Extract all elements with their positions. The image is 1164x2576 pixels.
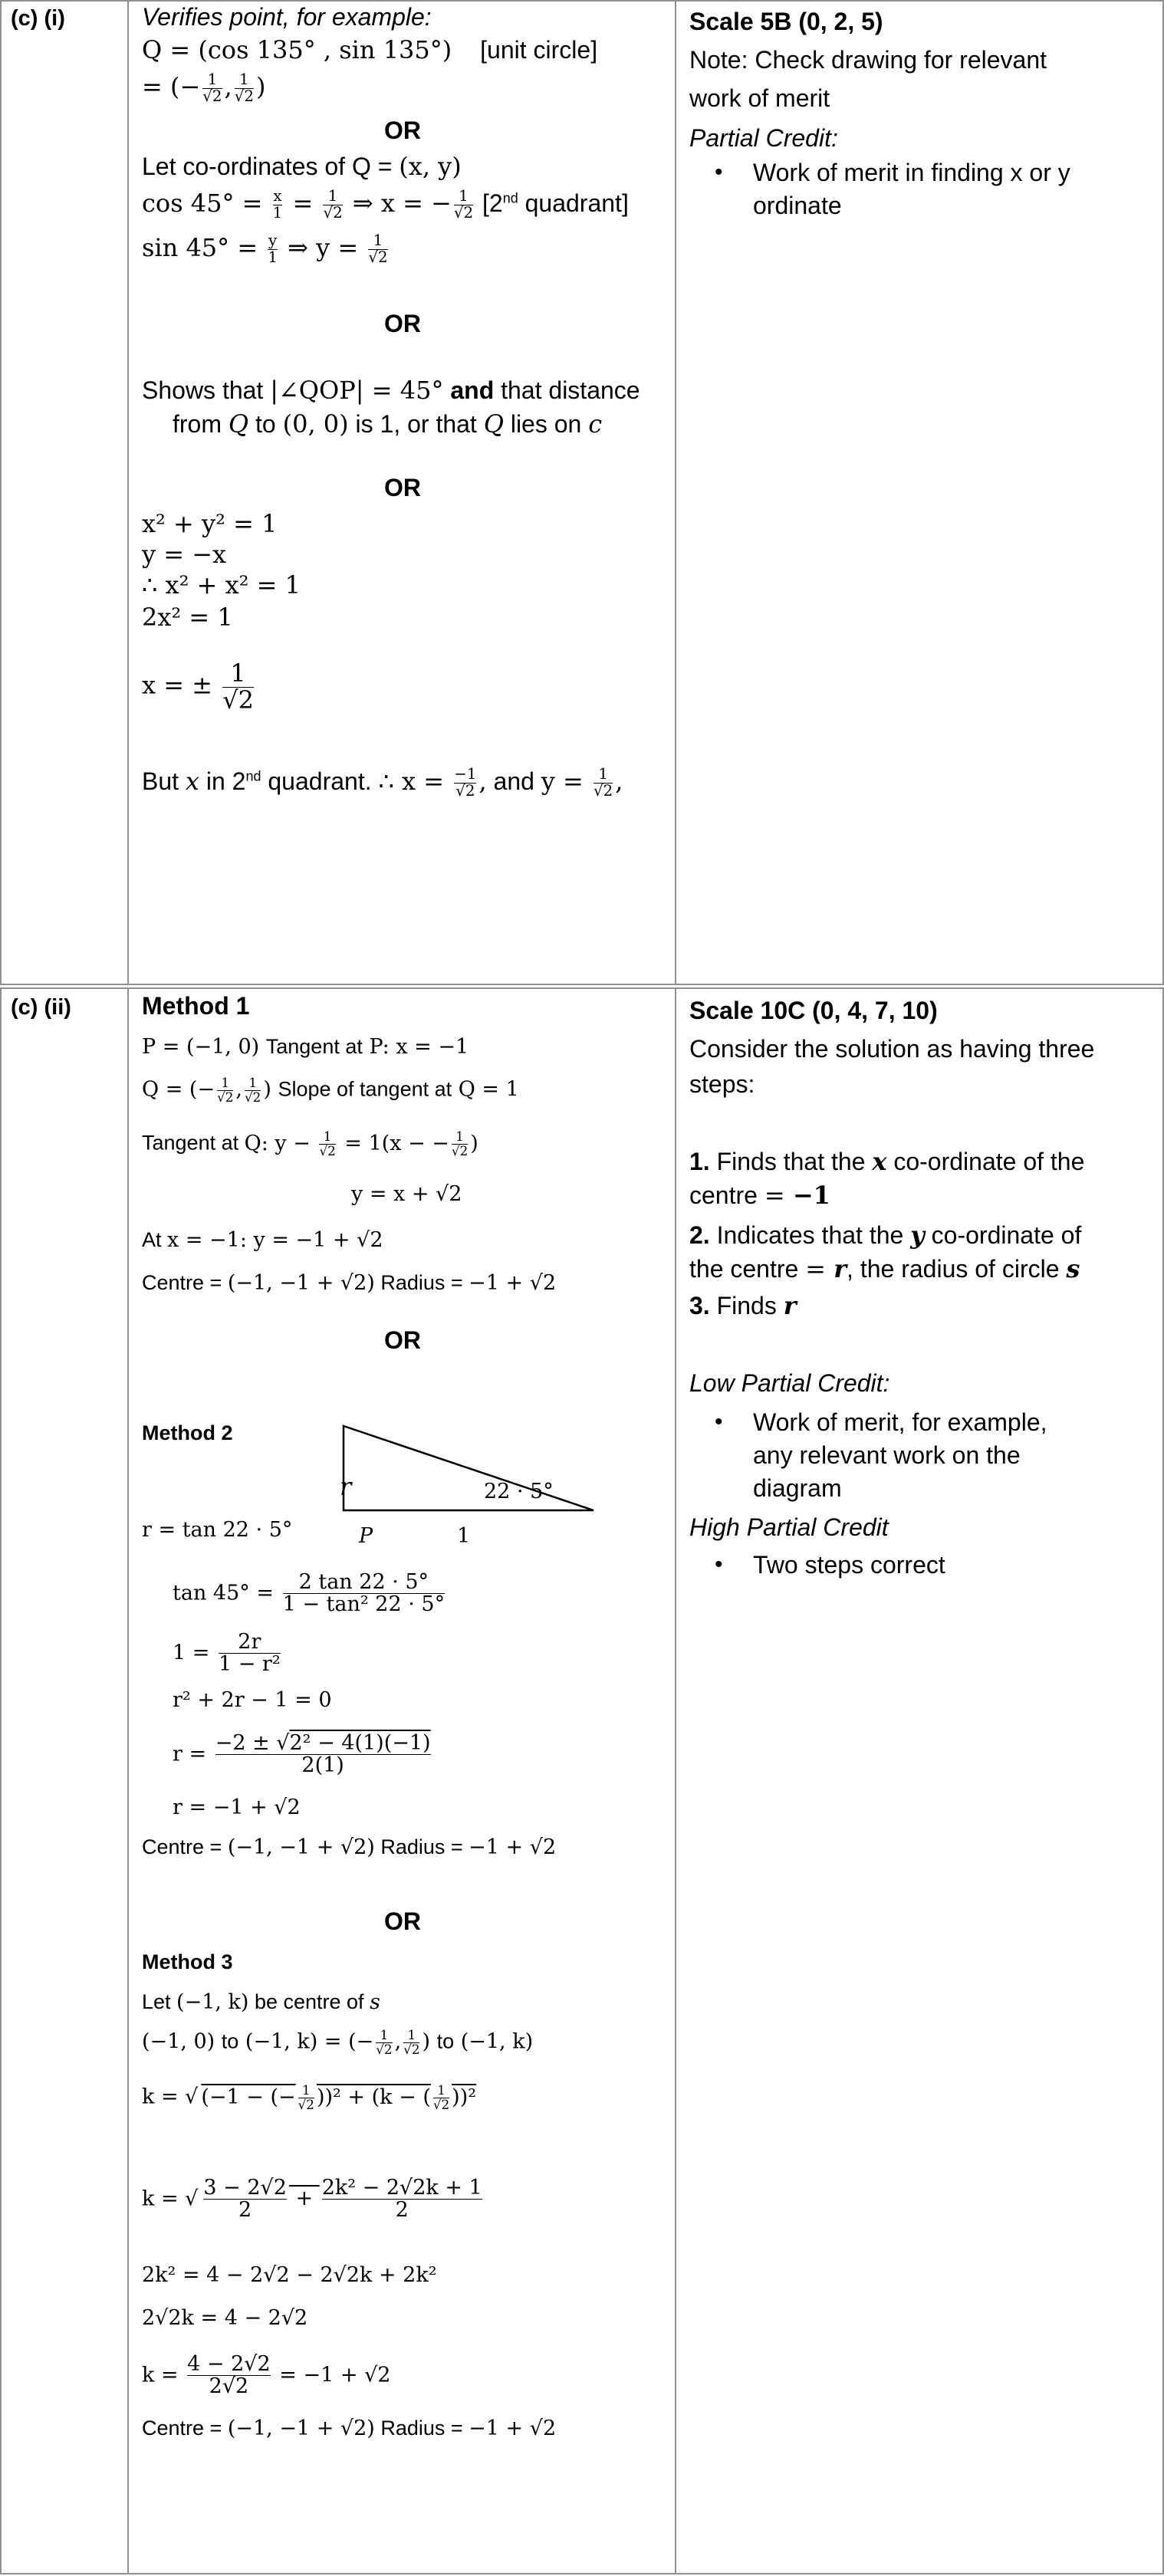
solution-cell [129,989,676,2574]
bullet-icon: • [715,1552,723,1577]
table-row-c-i [0,0,1164,984]
method1-line: P = (−1, 0) Tangent at P: x = −1 [142,1035,469,1059]
method2-line: r = $\frac{\text{−2 ± √2² − 4(1)(−1)}}{2(1)}$ [173,1731,431,1778]
method2-line: r² + 2r − 1 = 0 [173,1688,332,1712]
part-label: (c) (ii) [11,995,71,1020]
method3-line: 2√2k = 4 − 2√2 [142,2306,308,2330]
bullet-icon: • [715,159,723,185]
triangle-side-r: r [340,1472,352,1501]
right-triangle-diagram [336,1418,627,1533]
equation-2: y = −x [142,540,227,569]
equation-5: x = ± $\frac{1}{√2}$ [142,659,254,715]
table-bottom-border [0,2573,1164,2574]
q-value-line: = (− $\frac{1}{√2}$ , $\frac{1}{√2}$ ) [142,71,266,105]
partial-credit-item: Work of merit in finding x or y ordinate [753,159,1070,219]
equation-1: x² + y² = 1 [142,509,278,538]
step-2: 2. Indicates that the y co-ordinate of [689,1221,1082,1250]
part-label: (c) (i) [11,6,65,31]
solution-cell [129,0,676,984]
step-2-cont: the centre = r, the radius of circle s [689,1254,1080,1283]
label-cell [2,0,129,984]
step-1: 1. Finds that the x co-ordinate of the [689,1147,1085,1176]
or-separator: OR [384,117,421,144]
or-separator: OR [384,1326,421,1354]
partial-credit-heading: Partial Credit: [689,124,838,152]
method3-line: Let (−1, k) be centre of s [142,1990,380,2014]
scale-cell [676,989,1164,2574]
low-partial-heading: Low Partial Credit: [689,1369,890,1397]
table-row-c-ii [0,989,1164,2574]
note-line-1: Note: Check drawing for relevant [689,46,1047,74]
let-coords-line: Let co-ordinates of Q = (x, y) [142,152,462,181]
method3-line: (−1, 0) to (−1, k) = (− $\frac{1}{√2}$ , $\frac{1}{√2}$ ) to (−1, k) [142,2027,534,2057]
method1-line: Q = (− $\frac{1}{√2}$ , $\frac{1}{√2}$ ) Slope of tangent at Q = 1 [142,1075,519,1105]
label-cell [2,989,129,2574]
unit-circle-line: Q = (cos 135° , sin 135°) [unit circle] [142,35,598,64]
triangle-base-1: 1 [457,1524,471,1548]
or-separator: OR [384,310,421,337]
method2-line: 1 = $\frac{2r}{\text{1 − r²}}$ [173,1630,281,1677]
method3-line: 2k² = 4 − 2√2 − 2√2k + 2k² [142,2263,437,2287]
scale-cell [676,0,1164,984]
high-partial-heading: High Partial Credit [689,1513,889,1541]
shows-line-1: Shows that |∠QOP| = 45° and that distance [142,376,640,405]
method1-line: y = x + √2 [351,1182,462,1206]
consider-line-2: steps: [689,1070,755,1098]
method1-line: At x = −1: y = −1 + √2 [142,1228,383,1252]
equation-3: ∴ x² + x² = 1 [142,570,301,600]
triangle-vertex-p: P [359,1524,373,1548]
method2-line: r = −1 + √2 [173,1796,301,1819]
row-divider [0,984,1164,985]
method3-line: k = √ (−1 − (− $\frac{1}{√2}$ ))² + (k − ( $\frac{1}{√2}$ ))² [142,2082,477,2112]
or-separator: OR [384,1907,421,1935]
method1-line: Centre = (−1, −1 + √2) Radius = −1 + √2 [142,1271,557,1295]
method1-line: Tangent at Q: y − $\frac{1}{√2}$ = 1(x − − $\frac{1}{√2}$ ) [142,1129,478,1158]
method-3-heading: Method 3 [142,1950,233,1973]
sin-line: sin 45° = $\frac{y}{1}$ ⇒ y = $\frac{1}{√2}$ [142,232,388,266]
method2-line: tan 45° = $\frac{2 \tan 22 \cdot 5^\circ}{\text{1 − tan² 22 · 5°}}$ [173,1570,446,1617]
verifies-heading: Verifies point, for example: [142,3,432,31]
note-line-2: work of merit [689,84,830,112]
cos-line: cos 45° = $\frac{x}{1}$ = $\frac{1}{√2}$ ⇒ x = − $\frac{1}{√2}$ [2nd quadrant] [142,187,629,222]
quadrant-conclusion: But x in 2nd quadrant. ∴ x = $\frac{-1}{√2}$ , and y = $\frac{1}{√2}$ , [142,765,623,800]
triangle-angle-label: 22 · 5° [484,1480,554,1503]
method3-line: k = $\frac{4 - 2√2}{2√2}$ = −1 + √2 [142,2352,391,2399]
method-1-heading: Method 1 [142,992,250,1020]
consider-line-1: Consider the solution as having three [689,1035,1095,1063]
or-separator: OR [384,474,421,501]
low-partial-item: Work of merit, for example, any relevant work on the diagram [753,1408,1047,1502]
method2-line: Centre = (−1, −1 + √2) Radius = −1 + √2 [142,1835,557,1859]
step-3: 3. Finds r [689,1291,797,1320]
scale-heading: Scale 5B (0, 2, 5) [689,8,883,35]
method-2-heading: Method 2 [142,1421,233,1444]
method2-line: r = tan 22 · 5° [142,1518,293,1542]
equation-4: 2x² = 1 [142,603,233,632]
step-1-cont: centre = −1 [689,1181,830,1210]
high-partial-item: Two steps correct [753,1551,945,1579]
scale-heading: Scale 10C (0, 4, 7, 10) [689,997,938,1024]
method3-line: Centre = (−1, −1 + √2) Radius = −1 + √2 [142,2417,557,2440]
bullet-icon: • [715,1409,723,1434]
shows-line-2: from Q to (0, 0) is 1, or that Q lies on c [173,409,603,439]
method3-line: k = √ $\frac{3 - 2√2}{2}$ + $\frac{\text{2k² − 2√2k + 1}}{2}$ [142,2176,482,2223]
